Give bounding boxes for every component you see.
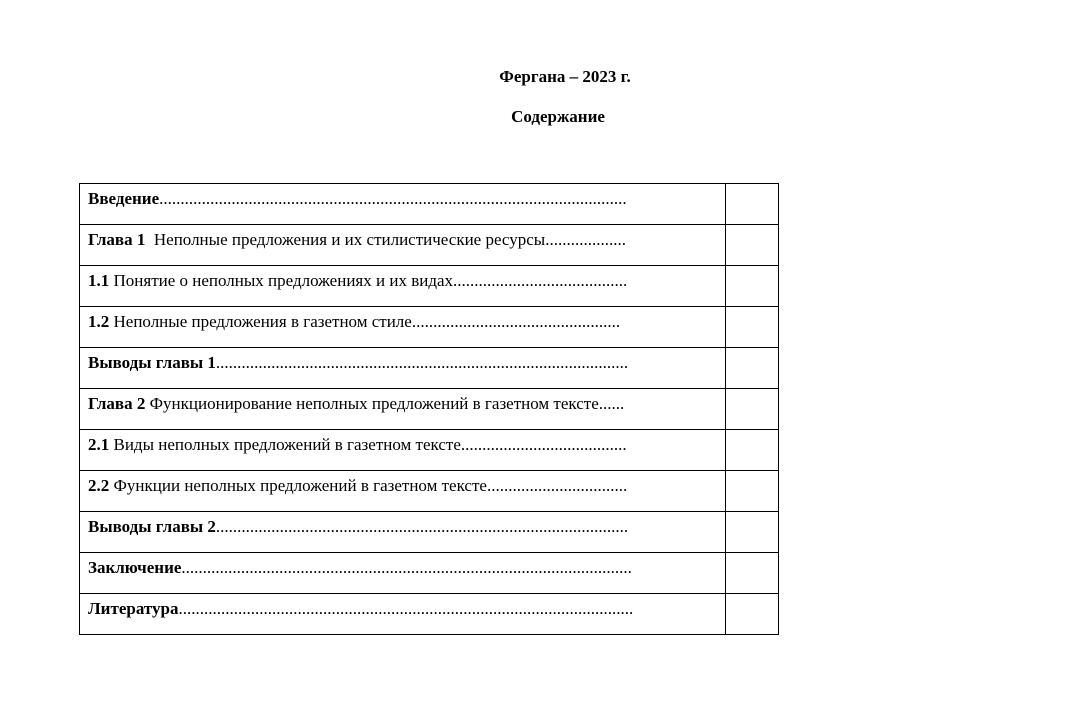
toc-entry-leader: ................................. [486, 476, 628, 495]
toc-entry-cell [80, 184, 726, 225]
toc-entry-title: Неполные предложения и их стилистические ресурсы [145, 230, 546, 249]
toc-page-cell [726, 307, 779, 348]
toc-page-cell [726, 225, 779, 266]
toc-entry-number: 2.1 [88, 435, 110, 454]
toc-entry-number: Выводы главы 2 [88, 517, 216, 536]
toc-entry [80, 389, 725, 415]
toc-page-cell [726, 594, 779, 635]
toc-table [79, 183, 779, 635]
toc-entry-cell [80, 225, 726, 266]
toc-entry-leader: ................................................................................................. [215, 517, 629, 536]
toc-entry-leader: ................... [545, 230, 626, 249]
toc-entry [80, 512, 725, 538]
toc-entry [80, 430, 725, 456]
toc-entry [80, 348, 725, 374]
toc-row-conclusions-1 [80, 348, 779, 389]
toc-entry [80, 225, 725, 251]
toc-entry-leader: ......................................... [453, 271, 628, 290]
toc-page-cell [726, 471, 779, 512]
toc-entry [80, 184, 725, 210]
toc-entry [80, 553, 725, 579]
toc-row-chapter-1 [80, 225, 779, 266]
toc-entry [80, 471, 725, 497]
toc-row-introduction [80, 184, 779, 225]
toc-entry-cell [80, 553, 726, 594]
toc-entry-number: Введение [88, 189, 160, 208]
toc-entry-leader: ................................................................................................. [215, 353, 629, 372]
toc-entry-title: Неполные предложения в газетном стиле [109, 312, 412, 331]
toc-entry-cell [80, 348, 726, 389]
toc-entry-number: 1.2 [88, 312, 110, 331]
toc-entry-number: Глава 1 [88, 230, 146, 249]
toc-page-cell [726, 553, 779, 594]
toc-entry-cell [80, 471, 726, 512]
toc-row-conclusion [80, 553, 779, 594]
toc-entry-cell [80, 389, 726, 430]
toc-entry [80, 594, 725, 620]
toc-entry-leader: ...... [598, 394, 625, 413]
toc-row-literature [80, 594, 779, 635]
toc-entry-number: Глава 2 [88, 394, 146, 413]
toc-entry-number: Выводы главы 1 [88, 353, 216, 372]
toc-page-cell [726, 184, 779, 225]
toc-entry-title: Функционирование неполных предложений в газетном тексте [145, 394, 599, 413]
toc-entry-cell [80, 266, 726, 307]
toc-entry-leader: ....................................... [460, 435, 627, 454]
toc-entry-number: Заключение [88, 558, 182, 577]
toc-page-cell [726, 266, 779, 307]
toc-entry-leader: .............................................................................................................. [159, 189, 627, 208]
toc-page-cell [726, 389, 779, 430]
toc-entry-leader: ........................................................................................................... [178, 599, 634, 618]
city-year-heading: Фергана – 2023 г. [499, 67, 631, 86]
toc-entry-number: Литература [88, 599, 179, 618]
toc-row-section-1-2 [80, 307, 779, 348]
toc-entry-leader: ................................................. [411, 312, 621, 331]
toc-entry-cell [80, 307, 726, 348]
toc-entry-leader: .......................................................................................................... [181, 558, 632, 577]
toc-entry-number: 1.1 [88, 271, 110, 290]
toc-title: Содержание [511, 107, 605, 126]
toc-entry-title: Виды неполных предложений в газетном тексте [109, 435, 461, 454]
toc-row-chapter-2 [80, 389, 779, 430]
toc-page-cell [726, 348, 779, 389]
toc-entry-cell [80, 512, 726, 553]
toc-row-conclusions-2 [80, 512, 779, 553]
toc-page-cell [726, 430, 779, 471]
toc-row-section-1-1 [80, 266, 779, 307]
toc-row-section-2-2 [80, 471, 779, 512]
toc-entry-number: 2.2 [88, 476, 110, 495]
toc-entry-title: Функции неполных предложений в газетном тексте [109, 476, 487, 495]
toc-row-section-2-1 [80, 430, 779, 471]
toc-page-cell [726, 512, 779, 553]
toc-entry-cell [80, 594, 726, 635]
toc-entry [80, 307, 725, 333]
toc-entry [80, 266, 725, 292]
toc-entry-title: Понятие о неполных предложениях и их видах [109, 271, 454, 290]
toc-entry-cell [80, 430, 726, 471]
